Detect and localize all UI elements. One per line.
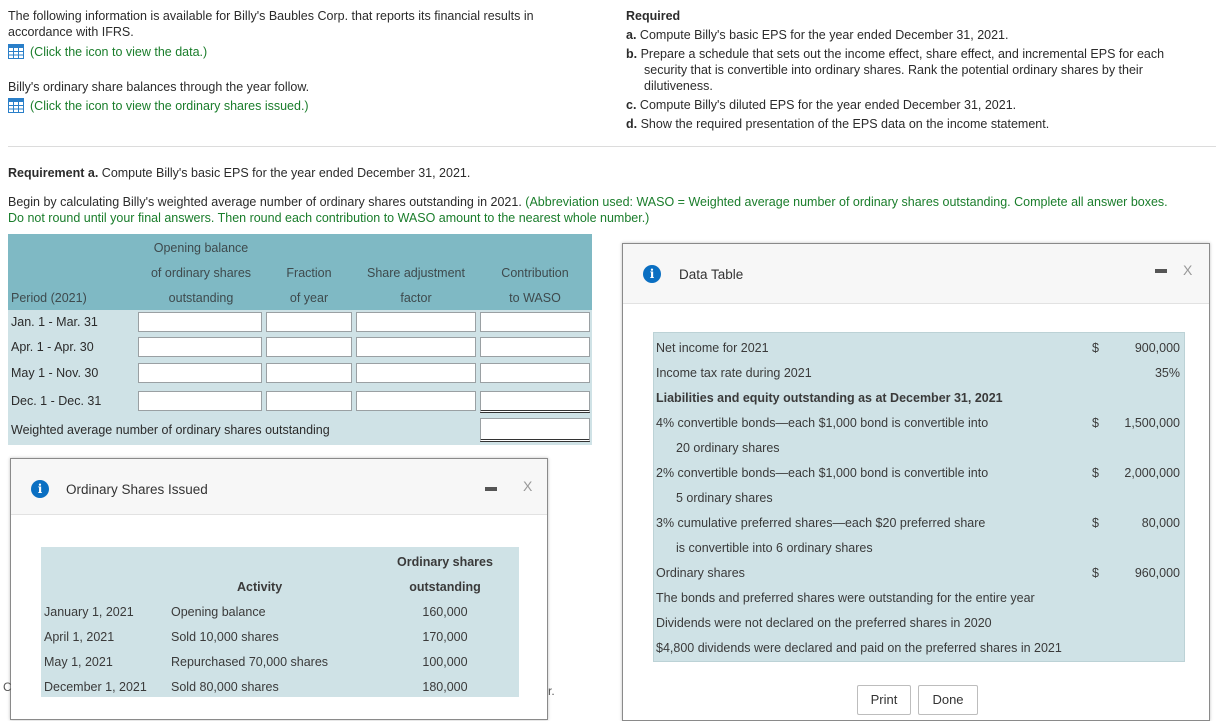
row-shares: 180,000 [422, 680, 468, 694]
col-fraction-1: Fraction [286, 266, 332, 280]
col-opening-1: Opening balance [153, 241, 249, 255]
info-icon: i [31, 480, 49, 498]
row-date: December 1, 2021 [44, 680, 147, 694]
table-grid-icon[interactable] [8, 98, 24, 113]
total-row [8, 415, 592, 445]
row-period-label: Jan. 1 - Mar. 31 [11, 315, 98, 329]
row-shares: 170,000 [422, 630, 468, 644]
print-button[interactable]: Print [857, 685, 911, 715]
tax-rate-label: Income tax rate during 2021 [656, 366, 812, 380]
ordinary-shares-value: 960,000 [1134, 566, 1180, 580]
table-row [8, 360, 592, 387]
shares-table [41, 547, 519, 697]
opening-balance-input[interactable] [138, 391, 262, 411]
note-2: Dividends were not declared on the preferred shares in 2020 [656, 616, 992, 630]
tax-rate-value: 35% [1154, 366, 1180, 380]
preferred-label: 3% cumulative preferred shares—each $20 preferred share [656, 516, 986, 530]
row-activity: Sold 10,000 shares [171, 630, 279, 644]
opening-balance-input[interactable] [138, 363, 262, 383]
minimize-icon[interactable] [1155, 269, 1167, 273]
table-grid-icon[interactable] [8, 44, 24, 59]
opening-balance-input[interactable] [138, 312, 262, 332]
data-link-row[interactable] [8, 44, 598, 60]
view-shares-issued-link[interactable]: (Click the icon to view the ordinary shares issued.) [30, 99, 309, 113]
col-activity: Activity [237, 580, 283, 594]
instructions: Begin by calculating Billy's weighted average number of ordinary shares outstanding in 2021. (Abbreviation used: WASO = Weighted average number of ordinary shares outstanding. Complete all answer boxes. Do not round until your final answers. Then round each contribution to WASO amount to the nearest whole number.) [8, 195, 1168, 225]
table-row [8, 335, 592, 360]
currency-symbol: $ [1092, 566, 1099, 580]
balances-text: Billy's ordinary share balances through the year follow. [8, 80, 310, 94]
close-icon[interactable]: X [1183, 262, 1193, 278]
bond2-value: 2,000,000 [1124, 466, 1180, 480]
info-icon: i [643, 265, 661, 283]
intro-text-2: accordance with IFRS. [8, 25, 134, 39]
required-title: Required [626, 9, 681, 23]
share-adjustment-input[interactable] [356, 391, 476, 411]
fraction-input[interactable] [266, 363, 352, 383]
requirement-a-heading: Requirement a. Compute Billy's basic EPS for the year ended December 31, 2021. [8, 166, 471, 180]
row-date: April 1, 2021 [44, 630, 115, 644]
col-contrib-1: Contribution [501, 266, 569, 280]
table-row [8, 387, 592, 415]
fraction-input[interactable] [266, 391, 352, 411]
intro-text-1: The following information is available for Billy's Baubles Corp. that reports its financial results in [8, 9, 534, 23]
waso-total-input[interactable] [480, 418, 590, 442]
liabilities-heading: Liabilities and equity outstanding as at December 31, 2021 [656, 391, 1003, 405]
row-shares: 160,000 [422, 605, 468, 619]
preferred-value: 80,000 [1141, 516, 1180, 530]
intro-section [8, 8, 598, 114]
preferred-conversion: is convertible into 6 ordinary shares [676, 541, 873, 555]
contribution-input[interactable] [480, 391, 590, 413]
bond4-conversion: 20 ordinary shares [676, 441, 780, 455]
row-shares: 100,000 [422, 655, 468, 669]
row-period-label: Apr. 1 - Apr. 30 [11, 340, 94, 354]
modal-title: Data Table [679, 267, 744, 282]
row-date: May 1, 2021 [44, 655, 113, 669]
shares-link-row[interactable] [8, 98, 598, 114]
modal-titlebar [623, 244, 1209, 304]
row-date: January 1, 2021 [44, 605, 134, 619]
share-adjustment-input[interactable] [356, 312, 476, 332]
opening-balance-input[interactable] [138, 337, 262, 357]
share-adjustment-input[interactable] [356, 363, 476, 383]
contribution-input[interactable] [480, 337, 590, 357]
currency-symbol: $ [1092, 516, 1099, 530]
required-item-d: d. Show the required presentation of the EPS data on the income statement. [626, 117, 1050, 131]
waso-total-label: Weighted average number of ordinary shares outstanding [11, 423, 330, 437]
net-income-label: Net income for 2021 [656, 341, 769, 355]
ordinary-shares-label: Ordinary shares [656, 566, 745, 580]
bond4-label: 4% convertible bonds—each $1,000 bond is convertible into [656, 416, 989, 430]
minimize-icon[interactable] [485, 487, 497, 491]
fraction-input[interactable] [266, 312, 352, 332]
required-item-c: c. Compute Billy's diluted EPS for the year ended December 31, 2021. [626, 98, 1017, 112]
bond2-conversion: 5 ordinary shares [676, 491, 773, 505]
col-opening-2: of ordinary shares [150, 266, 252, 280]
col-share-adj-1: Share adjustment [367, 266, 465, 280]
required-item-a: a. Compute Billy's basic EPS for the year ended December 31, 2021. [626, 28, 1009, 42]
row-activity: Repurchased 70,000 shares [171, 655, 329, 669]
note-1: The bonds and preferred shares were outstanding for the entire year [656, 591, 1035, 605]
ordinary-shares-modal [10, 458, 548, 720]
currency-symbol: $ [1092, 341, 1099, 355]
done-button[interactable]: Done [918, 685, 978, 715]
contribution-input[interactable] [480, 363, 590, 383]
row-activity: Sold 80,000 shares [171, 680, 279, 694]
col-contrib-2: to WASO [509, 291, 561, 305]
required-item-b: b. Prepare a schedule that sets out the income effect, share effect, and incremental EPS for each security that is convertible into ordinary shares. Rank the potential ordinary shares by their dilutiveness. [626, 47, 1165, 93]
currency-symbol: $ [1092, 416, 1099, 430]
share-adjustment-input[interactable] [356, 337, 476, 357]
note-3: $4,800 dividends were declared and paid on the preferred shares in 2021 [656, 641, 1062, 655]
bond4-value: 1,500,000 [1124, 416, 1180, 430]
modal-title: Ordinary Shares Issued [66, 482, 208, 497]
fraction-input[interactable] [266, 337, 352, 357]
close-icon[interactable]: X [523, 478, 533, 494]
contribution-input[interactable] [480, 312, 590, 332]
col-period: Period (2021) [11, 291, 87, 305]
col-share-adj-2: factor [400, 291, 432, 305]
table-row [8, 310, 592, 335]
bond2-label: 2% convertible bonds—each $1,000 bond is convertible into [656, 466, 989, 480]
col-fraction-2: of year [289, 291, 329, 305]
occluded-text-fragment: r. [548, 684, 555, 698]
occluded-text-fragment: C [3, 680, 12, 694]
col-opening-3: outstanding [168, 291, 234, 305]
net-income-value: 900,000 [1134, 341, 1180, 355]
waso-table-header [8, 234, 592, 310]
waso-table [8, 234, 592, 445]
modal-titlebar [11, 459, 547, 515]
col-shares-1: Ordinary shares [397, 555, 493, 569]
col-shares-2: outstanding [409, 580, 481, 594]
view-data-link[interactable]: (Click the icon to view the data.) [30, 45, 208, 59]
row-activity: Opening balance [171, 605, 266, 619]
row-period-label: Dec. 1 - Dec. 31 [11, 394, 102, 408]
data-table-modal [622, 243, 1210, 721]
data-table [653, 332, 1185, 662]
required-section [626, 8, 1211, 132]
currency-symbol: $ [1092, 466, 1099, 480]
row-period-label: May 1 - Nov. 30 [11, 366, 99, 380]
section-divider [8, 146, 1216, 147]
